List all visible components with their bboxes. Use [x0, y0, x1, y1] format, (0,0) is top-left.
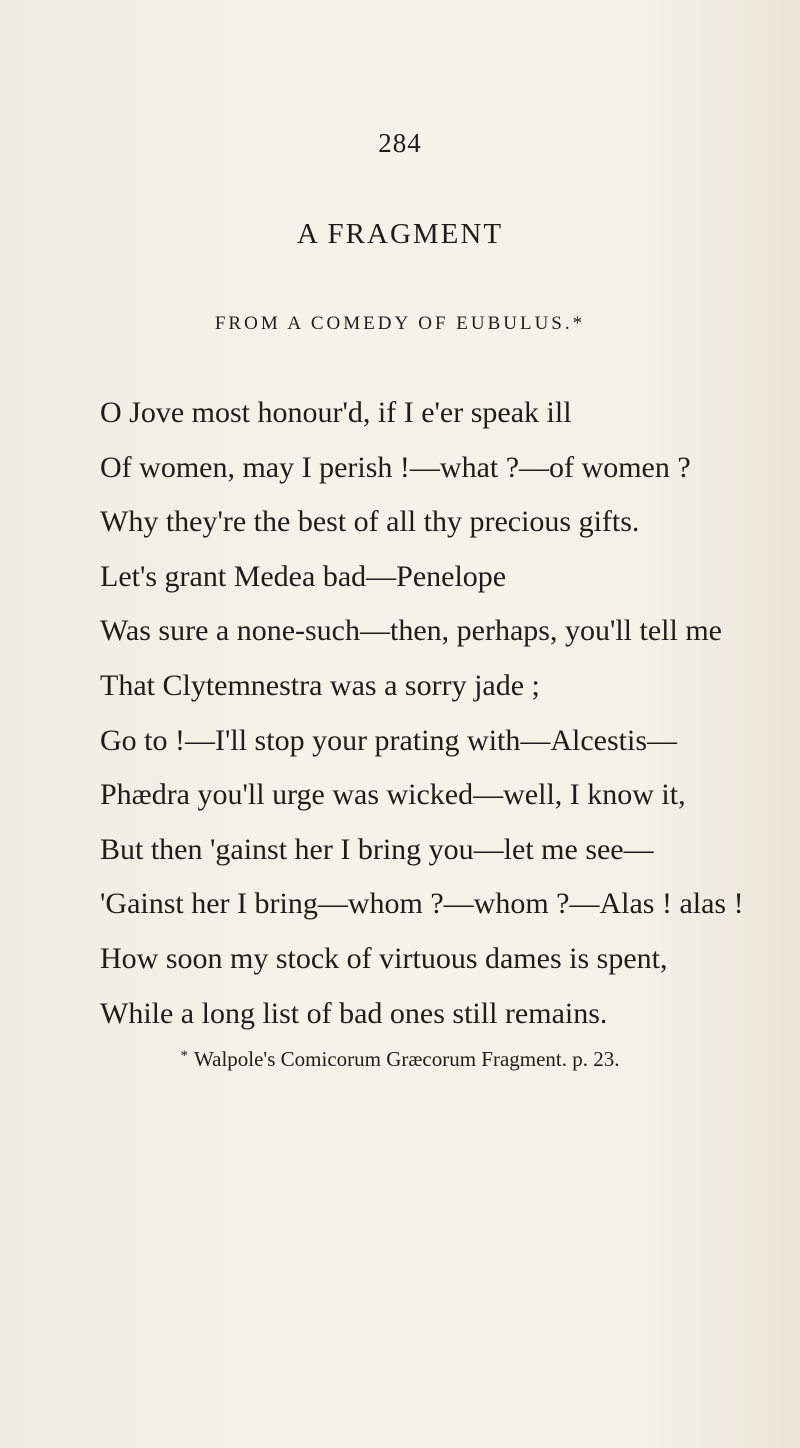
footnote-mark: *: [180, 1048, 188, 1064]
poem-line: Phædra you'll urge was wicked—well, I know it,: [100, 778, 686, 812]
poem-line: But then 'gainst her I bring you—let me see—: [100, 832, 654, 866]
poem-line: Was sure a none-such—then, perhaps, you'll tell me: [100, 614, 722, 648]
poem-line: That Clytemnestra was a sorry jade ;: [100, 668, 540, 702]
poem-body: [100, 386, 780, 1041]
poem-line: While a long list of bad ones still remains.: [100, 996, 608, 1030]
poem-title: A FRAGMENT: [296, 218, 504, 250]
footnote-text: Walpole's Comicorum Græcorum Fragment. p. 23.: [193, 1047, 620, 1071]
poem-line: Why they're the best of all thy precious gifts.: [100, 505, 640, 539]
poem-line: Let's grant Medea bad—Penelope: [100, 559, 507, 593]
poem-line: 'Gainst her I bring—whom ?—whom ?—Alas ! alas !: [100, 887, 744, 921]
poem-subtitle: FROM A COMEDY OF EUBULUS.*: [214, 313, 586, 334]
page-number: 284: [378, 128, 422, 158]
footnote: [0, 1047, 800, 1072]
poem-line: Go to !—I'll stop your prating with—Alcestis—: [100, 723, 678, 757]
poem-line: O Jove most honour'd, if I e'er speak ill: [100, 396, 572, 429]
poem-line: How soon my stock of virtuous dames is spent,: [100, 941, 668, 975]
poem-line: Of women, may I perish !—what ?—of women ?: [100, 450, 691, 484]
